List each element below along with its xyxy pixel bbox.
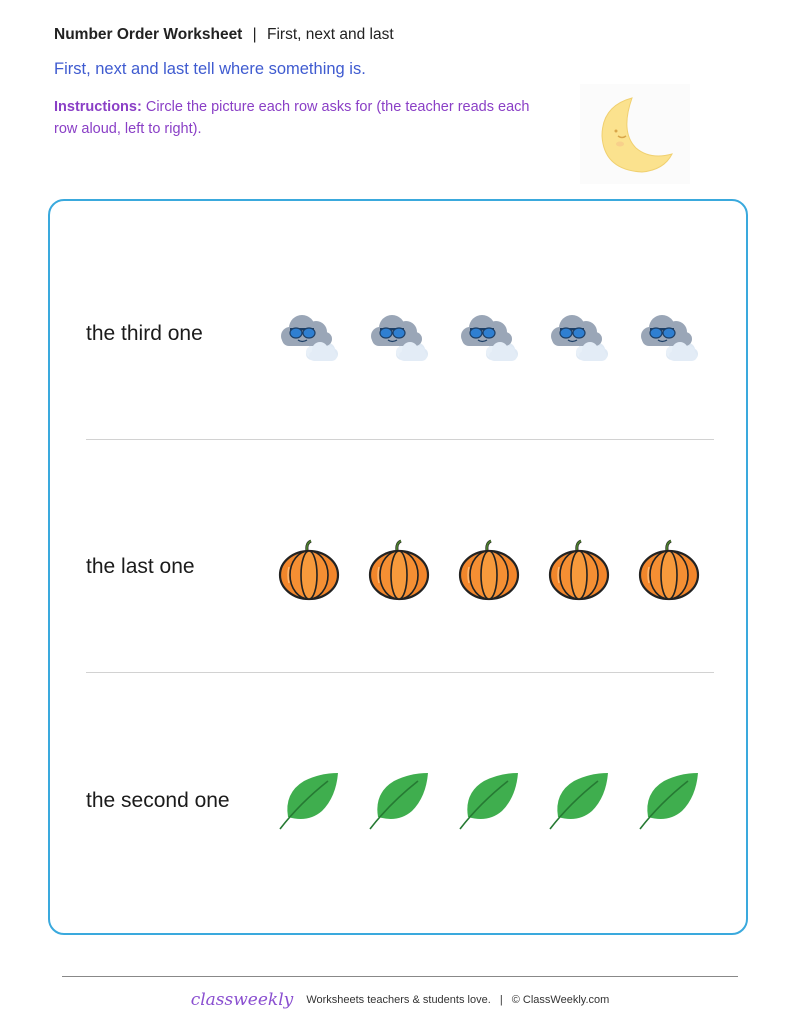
footer-copyright: © ClassWeekly.com <box>511 994 610 1006</box>
worksheet-topic: First, next and last <box>267 26 394 43</box>
footer-tagline: Worksheets teachers & students love. <box>306 994 491 1006</box>
exercise-row <box>86 741 714 861</box>
exercise-row <box>86 507 714 627</box>
instructions-text: Circle the picture each row asks for (the teacher reads each row aloud, left to right). <box>54 99 530 137</box>
cool-cloud-icon[interactable] <box>456 304 522 370</box>
row-divider <box>86 672 714 673</box>
instructions-label: Instructions: <box>54 99 142 115</box>
footer-separator: | <box>499 994 503 1006</box>
leaf-icon[interactable] <box>276 767 342 833</box>
pumpkin-icon[interactable] <box>276 537 342 603</box>
brand-logo: classweekly <box>190 990 294 1010</box>
worksheet-header <box>54 26 394 44</box>
row-prompt: the last one <box>86 555 195 578</box>
instructions <box>54 96 554 140</box>
cool-cloud-icon[interactable] <box>276 304 342 370</box>
footer-divider <box>62 976 738 977</box>
pumpkin-icon[interactable] <box>456 537 522 603</box>
header-separator: | <box>252 26 257 43</box>
row-prompt: the second one <box>86 789 230 812</box>
cool-cloud-icon[interactable] <box>546 304 612 370</box>
page-footer <box>0 990 800 1010</box>
cool-cloud-icon[interactable] <box>366 304 432 370</box>
pumpkin-icon[interactable] <box>366 537 432 603</box>
leaf-icon[interactable] <box>366 767 432 833</box>
exercise-row <box>86 274 714 394</box>
cool-cloud-icon[interactable] <box>636 304 702 370</box>
pumpkin-icon[interactable] <box>546 537 612 603</box>
leaf-icon[interactable] <box>456 767 522 833</box>
pumpkin-icon[interactable] <box>636 537 702 603</box>
sleeping-moon-icon <box>580 84 690 184</box>
worksheet-subtitle: First, next and last tell where something is. <box>54 60 366 78</box>
leaf-icon[interactable] <box>546 767 612 833</box>
leaf-icon[interactable] <box>636 767 702 833</box>
row-divider <box>86 439 714 440</box>
row-prompt: the third one <box>86 322 203 345</box>
worksheet-title: Number Order Worksheet <box>54 26 243 43</box>
